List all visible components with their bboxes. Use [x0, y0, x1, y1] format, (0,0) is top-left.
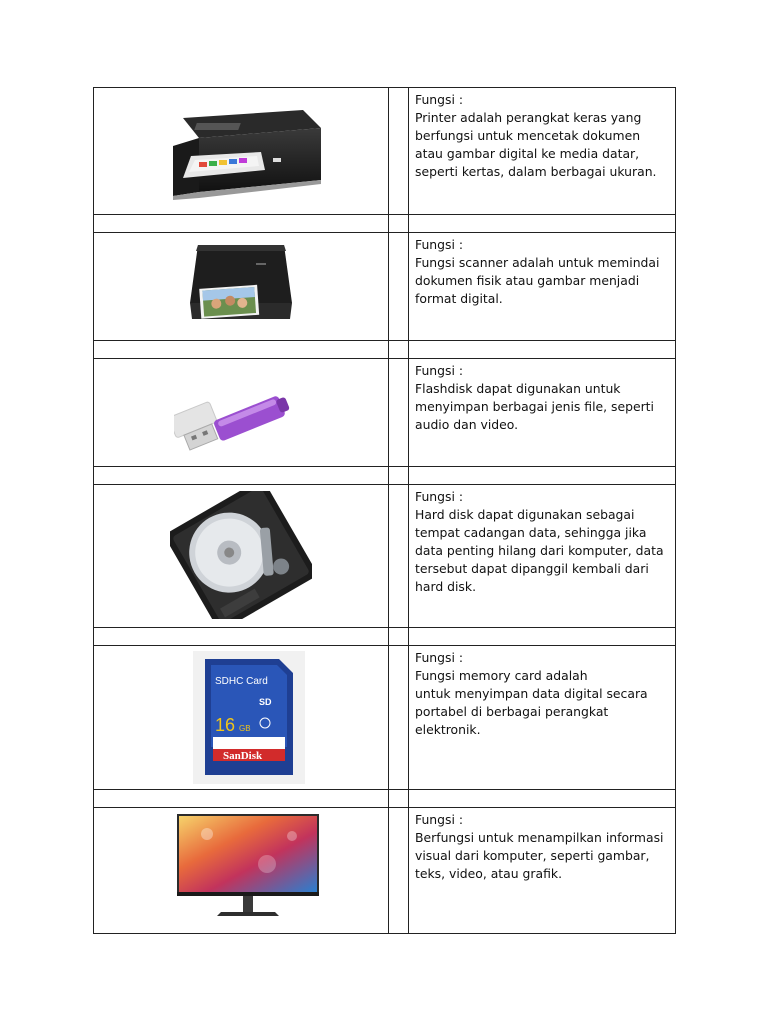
image-cell-printer: [94, 88, 389, 215]
description-line: untuk menyimpan data digital secara: [415, 686, 648, 701]
fungsi-label: Fungsi :: [415, 363, 464, 378]
description-line: Printer adalah perangkat keras yang: [415, 110, 642, 125]
image-cell-monitor: [94, 808, 389, 934]
sdcard-brand: SanDisk: [223, 750, 263, 762]
description-line: menyimpan berbagai jenis file, seperti: [415, 399, 654, 414]
description-cell: [409, 359, 676, 467]
spacer-row-cell: [389, 341, 409, 359]
spacer-cell: [389, 808, 409, 934]
description-line: atau gambar digital ke media datar,: [415, 146, 640, 161]
description-line: teks, video, atau grafik.: [415, 866, 563, 881]
description-line: berfungsi untuk mencetak dokumen: [415, 128, 641, 143]
spacer-cell: [389, 233, 409, 341]
device-table: [93, 87, 676, 934]
description-cell: [409, 646, 676, 790]
description-cell: [409, 808, 676, 934]
printer-image: [169, 106, 325, 202]
description-cell: [409, 485, 676, 628]
description-line: data penting hilang dari komputer, data: [415, 543, 664, 558]
description-line: elektronik.: [415, 722, 481, 737]
spacer-row-cell: [409, 215, 676, 233]
spacer-row-cell: [389, 467, 409, 485]
sdcard-title: SDHC Card: [215, 676, 268, 687]
description-line: visual dari komputer, seperti gambar,: [415, 848, 650, 863]
scanner-image: [186, 243, 296, 329]
description-line: Fungsi memory card adalah: [415, 668, 588, 683]
description-line: audio dan video.: [415, 417, 519, 432]
sdcard-capacity: 16: [215, 715, 236, 735]
description-line: hard disk.: [415, 579, 477, 594]
description-line: tempat cadangan data, sehingga jika: [415, 525, 647, 540]
spacer-row-cell: [409, 790, 676, 808]
description-cell: [409, 233, 676, 341]
spacer-row-cell: [389, 628, 409, 646]
description-line: Flashdisk dapat digunakan untuk: [415, 381, 621, 396]
description-line: dokumen fisik atau gambar menjadi: [415, 273, 640, 288]
image-cell-scanner: [94, 233, 389, 341]
fungsi-label: Fungsi :: [415, 650, 464, 665]
spacer-row-cell: [389, 215, 409, 233]
spacer-cell: [389, 88, 409, 215]
image-cell-memorycard: [94, 646, 389, 790]
spacer-row-cell: [94, 790, 389, 808]
fungsi-label: Fungsi :: [415, 92, 464, 107]
spacer-row-cell: [409, 341, 676, 359]
spacer-row-cell: [389, 790, 409, 808]
description-line: Fungsi scanner adalah untuk memindai: [415, 255, 660, 270]
spacer-row-cell: [409, 467, 676, 485]
description-line: Hard disk dapat digunakan sebagai: [415, 507, 635, 522]
description-line: portabel di berbagai perangkat: [415, 704, 609, 719]
image-cell-harddisk: [94, 485, 389, 628]
description-line: tersebut dapat dipanggil kembali dari: [415, 561, 649, 576]
description-cell: [409, 88, 676, 215]
monitor-image: [177, 814, 319, 922]
spacer-row-cell: [409, 628, 676, 646]
fungsi-label: Fungsi :: [415, 812, 464, 827]
flashdisk-image: [174, 373, 304, 455]
spacer-row-cell: [94, 215, 389, 233]
spacer-row-cell: [94, 628, 389, 646]
sdcard-unit: GB: [239, 724, 251, 733]
image-cell-flashdisk: [94, 359, 389, 467]
spacer-cell: [389, 359, 409, 467]
sdcard-image: [193, 651, 305, 784]
spacer-row-cell: [94, 341, 389, 359]
fungsi-label: Fungsi :: [415, 237, 464, 252]
description-line: Berfungsi untuk menampilkan informasi: [415, 830, 664, 845]
spacer-cell: [389, 485, 409, 628]
fungsi-label: Fungsi :: [415, 489, 464, 504]
harddisk-image: [170, 491, 312, 619]
description-line: format digital.: [415, 291, 503, 306]
svg-text:SD: SD: [259, 697, 272, 707]
spacer-cell: [389, 646, 409, 790]
description-line: seperti kertas, dalam berbagai ukuran.: [415, 164, 657, 179]
spacer-row-cell: [94, 467, 389, 485]
